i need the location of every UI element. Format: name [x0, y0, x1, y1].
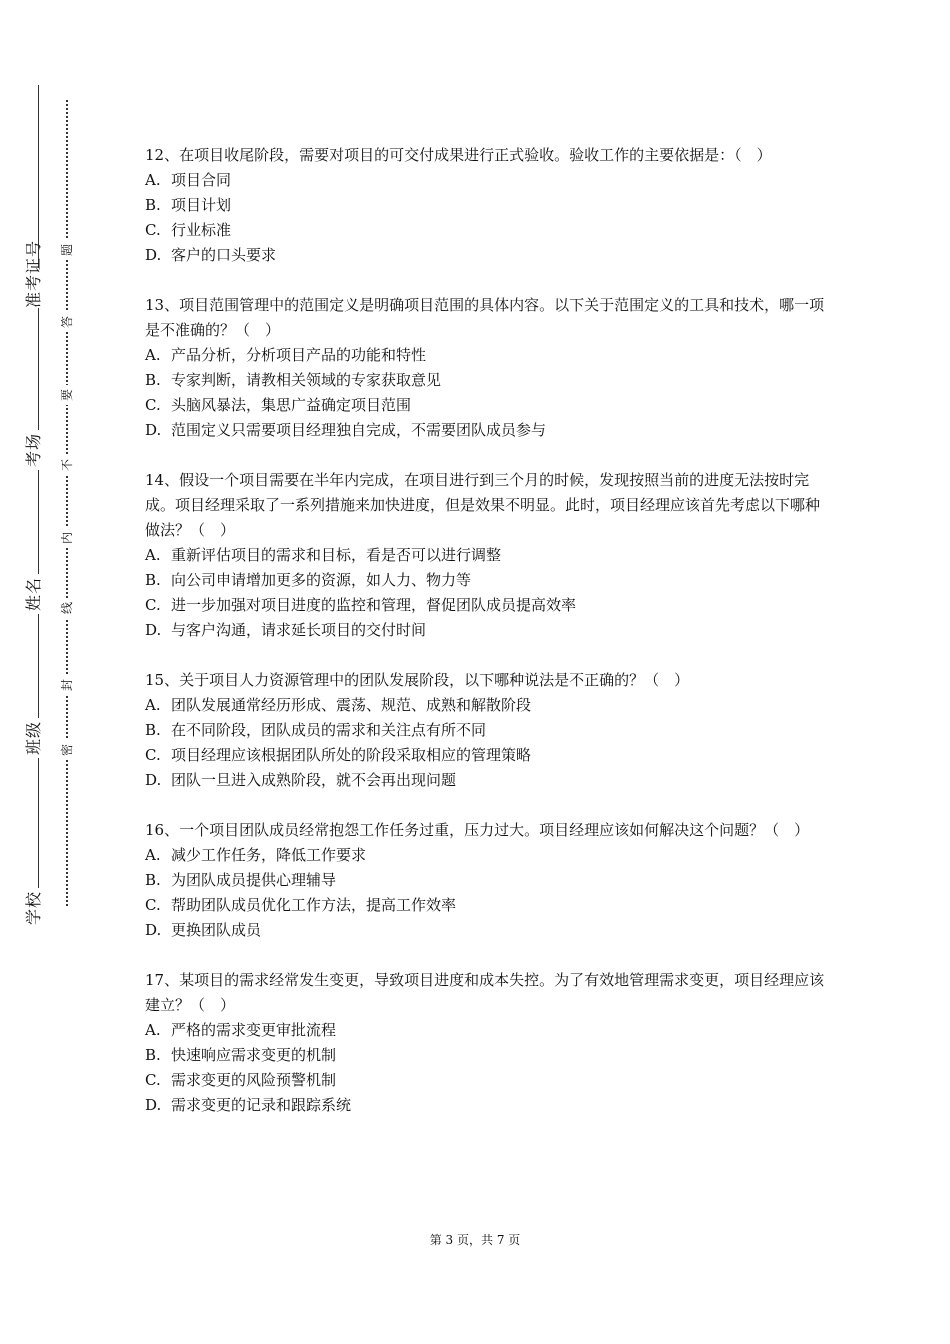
- seal-char: 答: [57, 312, 77, 332]
- option-letter: A.: [145, 546, 161, 564]
- option-b: [145, 718, 825, 743]
- option-text: 头脑风暴法，集思广益确定项目范围: [171, 396, 412, 414]
- exam-room-field-label: 考场: [14, 430, 54, 470]
- option-b: [145, 568, 825, 593]
- option-letter: A.: [145, 1021, 161, 1039]
- option-text: 团队发展通常经历形成、震荡、规范、成熟和解散阶段: [171, 696, 532, 714]
- page-number: 第 3 页，共 7 页: [429, 1233, 521, 1247]
- option-letter: D.: [145, 771, 162, 789]
- option-letter: A.: [145, 696, 161, 714]
- option-letter: A.: [145, 171, 161, 189]
- option-b: [145, 368, 825, 393]
- option-letter: B.: [145, 871, 161, 889]
- class-field-label: 班级: [14, 718, 54, 758]
- option-letter: A.: [145, 846, 161, 864]
- option-text: 快速响应需求变更的机制: [171, 1046, 337, 1064]
- option-letter: B.: [145, 571, 161, 589]
- seal-char: 不: [57, 455, 77, 475]
- option-letter: B.: [145, 721, 161, 739]
- option-letter: C.: [145, 221, 161, 239]
- option-b: [145, 193, 825, 218]
- option-letter: D.: [145, 921, 162, 939]
- option-b: [145, 1043, 825, 1068]
- seal-char: 要: [57, 385, 77, 405]
- option-text: 项目经理应该根据团队所处的阶段采取相应的管理策略: [171, 746, 532, 764]
- option-letter: C.: [145, 596, 161, 614]
- option-d: [145, 418, 825, 443]
- option-letter: B.: [145, 196, 161, 214]
- option-letter: D.: [145, 246, 162, 264]
- seal-char: 线: [57, 598, 77, 618]
- question-stem: 17、某项目的需求经常发生变更，导致项目进度和成本失控。为了有效地管理需求变更，项目经理应该建立？（ ）: [145, 971, 825, 1014]
- option-a: [145, 693, 825, 718]
- question-17: [145, 968, 825, 1118]
- option-text: 为团队成员提供心理辅导: [171, 871, 337, 889]
- option-text: 在不同阶段，团队成员的需求和关注点有所不同: [171, 721, 487, 739]
- option-letter: A.: [145, 346, 161, 364]
- binding-margin: [0, 0, 90, 1344]
- option-letter: C.: [145, 396, 161, 414]
- question-stem: 16、一个项目团队成员经常抱怨工作任务过重，压力过大。项目经理应该如何解决这个问题？（ ）: [145, 821, 810, 839]
- exam-id-field-label: 准考证号: [14, 268, 54, 308]
- option-text: 产品分析，分析项目产品的功能和特性: [171, 346, 427, 364]
- option-text: 更换团队成员: [171, 921, 262, 939]
- option-text: 向公司申请增加更多的资源，如人力、物力等: [171, 571, 472, 589]
- option-text: 范围定义只需要项目经理独自完成，不需要团队成员参与: [171, 421, 547, 439]
- option-d: [145, 618, 825, 643]
- option-a: [145, 343, 825, 368]
- option-letter: B.: [145, 1046, 161, 1064]
- question-stem: 12、在项目收尾阶段，需要对项目的可交付成果进行正式验收。验收工作的主要依据是：（ ）: [145, 146, 772, 164]
- seal-char: 内: [57, 528, 77, 548]
- question-16: [145, 818, 825, 943]
- option-text: 团队一旦进入成熟阶段，就不会再出现问题: [171, 771, 457, 789]
- binding-solid-line: [38, 85, 39, 921]
- option-text: 重新评估项目的需求和目标，看是否可以进行调整: [171, 546, 502, 564]
- option-a: [145, 843, 825, 868]
- question-15: [145, 668, 825, 793]
- question-13: [145, 293, 825, 443]
- question-stem: 15、关于项目人力资源管理中的团队发展阶段，以下哪种说法是不正确的？（ ）: [145, 671, 690, 689]
- name-field-label: 姓名: [14, 574, 54, 614]
- option-letter: D.: [145, 621, 162, 639]
- option-text: 需求变更的记录和跟踪系统: [171, 1096, 352, 1114]
- binding-dotted-line: [66, 100, 68, 906]
- option-d: [145, 243, 825, 268]
- option-a: [145, 543, 825, 568]
- option-a: [145, 1018, 825, 1043]
- option-text: 项目计划: [171, 196, 232, 214]
- option-c: [145, 393, 825, 418]
- option-d: [145, 768, 825, 793]
- option-c: [145, 743, 825, 768]
- option-c: [145, 593, 825, 618]
- option-letter: B.: [145, 371, 161, 389]
- option-text: 减少工作任务，降低工作要求: [171, 846, 367, 864]
- option-text: 进一步加强对项目进度的监控和管理，督促团队成员提高效率: [171, 596, 577, 614]
- option-b: [145, 868, 825, 893]
- option-c: [145, 893, 825, 918]
- seal-char: 密: [57, 740, 77, 760]
- option-c: [145, 218, 825, 243]
- option-letter: C.: [145, 896, 161, 914]
- question-stem: 13、项目范围管理中的范围定义是明确项目范围的具体内容。以下关于范围定义的工具和技术，哪一项是不准确的？（ ）: [145, 296, 825, 339]
- question-12: [145, 143, 825, 268]
- seal-char: 封: [57, 675, 77, 695]
- option-d: [145, 1093, 825, 1118]
- option-text: 帮助团队成员优化工作方法，提高工作效率: [171, 896, 457, 914]
- option-c: [145, 1068, 825, 1093]
- option-text: 项目合同: [171, 171, 232, 189]
- option-letter: D.: [145, 421, 162, 439]
- option-text: 需求变更的风险预警机制: [171, 1071, 337, 1089]
- seal-char: 题: [57, 240, 77, 260]
- option-text: 客户的口头要求: [171, 246, 277, 264]
- option-letter: C.: [145, 1071, 161, 1089]
- option-text: 严格的需求变更审批流程: [171, 1021, 337, 1039]
- option-letter: C.: [145, 746, 161, 764]
- question-stem: 14、假设一个项目需要在半年内完成，在项目进行到三个月的时候，发现按照当前的进度无法按时完成。项目经理采取了一系列措施来加快进度，但是效果不明显。此时，项目经理应该首先考虑以下哪种做法？（ ）: [145, 471, 821, 539]
- option-text: 与客户沟通，请求延长项目的交付时间: [171, 621, 427, 639]
- option-letter: D.: [145, 1096, 162, 1114]
- option-text: 行业标准: [171, 221, 232, 239]
- school-field-label: 学校: [14, 888, 54, 928]
- option-a: [145, 168, 825, 193]
- option-d: [145, 918, 825, 943]
- question-14: [145, 468, 825, 643]
- option-text: 专家判断，请教相关领域的专家获取意见: [171, 371, 442, 389]
- question-list: [145, 143, 825, 1143]
